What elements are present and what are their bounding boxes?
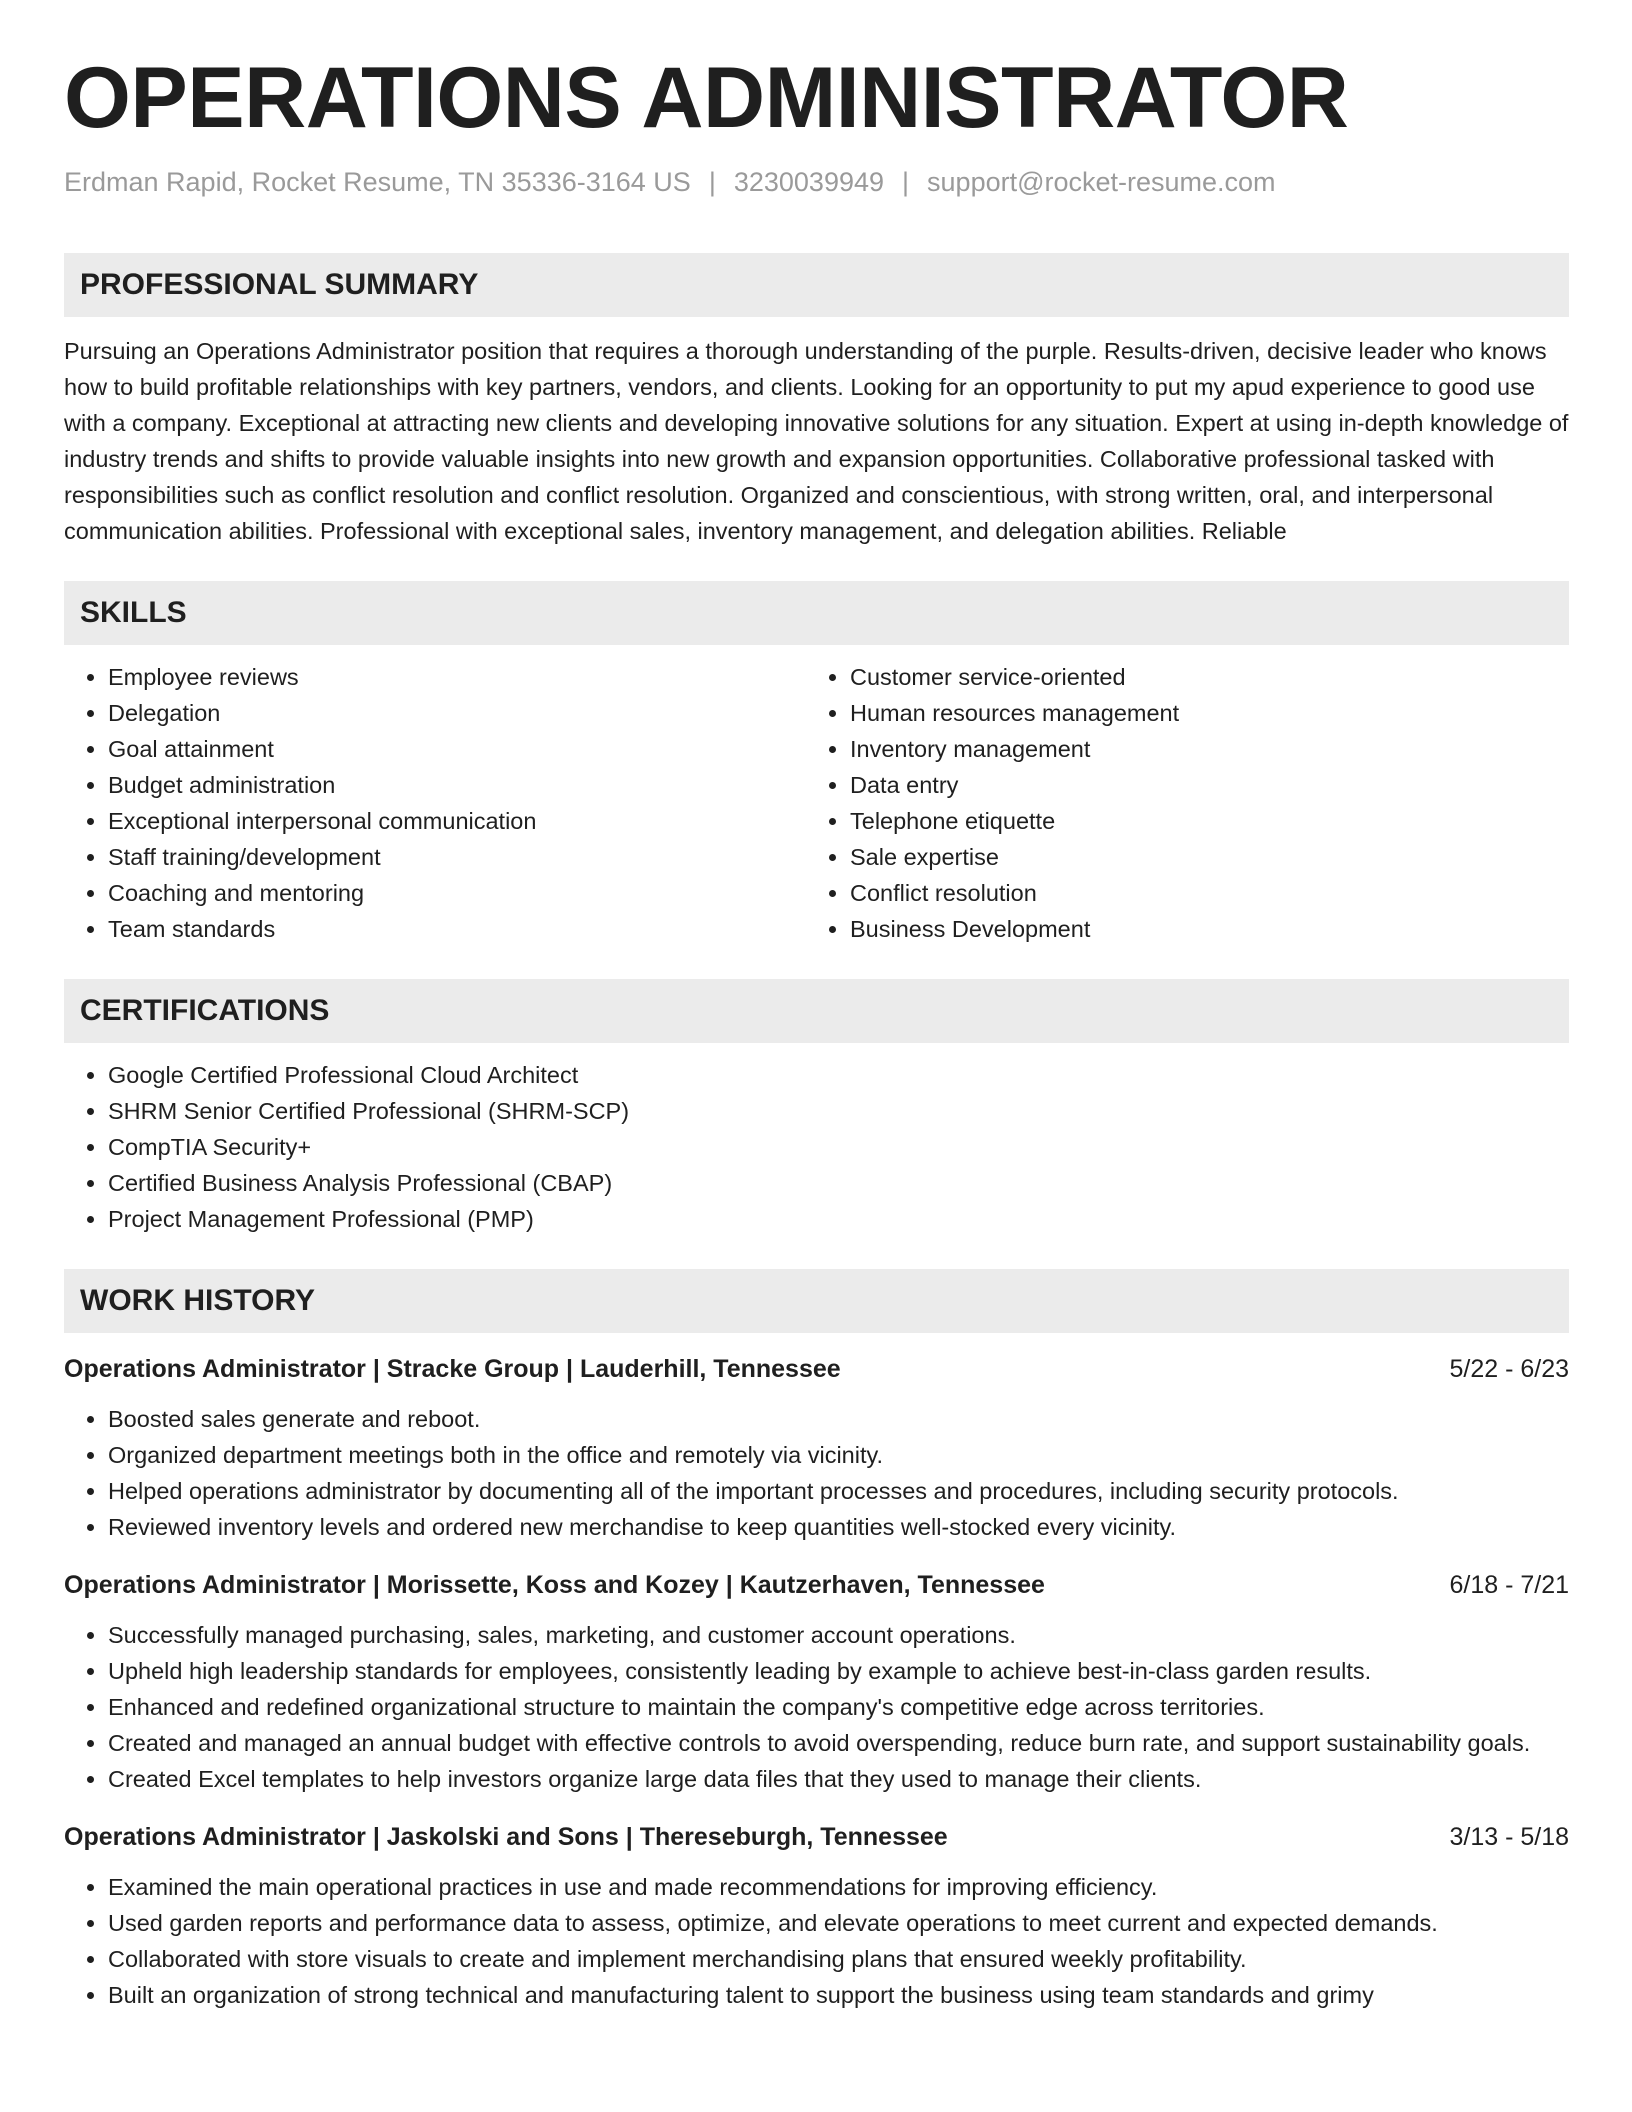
job-title: Operations Administrator | Jaskolski and Sons | Thereseburgh, Tennessee <box>64 1822 948 1851</box>
job-bullet: • Built an organization of strong technical and manufacturing talent to support the business using team standards and grimy <box>108 1977 1569 2013</box>
skill-item: • Delegation <box>108 695 806 731</box>
skill-item: • Customer service-oriented <box>850 659 1548 695</box>
skill-item: • Exceptional interpersonal communication <box>108 803 806 839</box>
skills-column-left <box>64 659 806 947</box>
job-bullet: • Successfully managed purchasing, sales, marketing, and customer account operations. <box>108 1617 1569 1653</box>
contact-separator: | <box>708 167 716 198</box>
skill-item: • Team standards <box>108 911 806 947</box>
job-bullet: • Boosted sales generate and reboot. <box>108 1401 1569 1437</box>
skill-item: • Coaching and mentoring <box>108 875 806 911</box>
section-heading-summary: PROFESSIONAL SUMMARY <box>64 253 1569 317</box>
job-title: Operations Administrator | Stracke Group | Lauderhill, Tennessee <box>64 1354 841 1383</box>
certification-item: • Google Certified Professional Cloud Architect <box>108 1057 1569 1093</box>
skill-item: • Data entry <box>850 767 1548 803</box>
job-header <box>64 1567 1569 1603</box>
section-heading-skills: SKILLS <box>64 581 1569 645</box>
skill-item: • Goal attainment <box>108 731 806 767</box>
skill-item: • Sale expertise <box>850 839 1548 875</box>
skill-item: • Telephone etiquette <box>850 803 1548 839</box>
job-dates: 3/13 - 5/18 <box>1449 1822 1569 1851</box>
job-bullets <box>64 1617 1569 1797</box>
job-header <box>64 1351 1569 1387</box>
certification-item: • CompTIA Security+ <box>108 1129 1569 1165</box>
certification-item: • SHRM Senior Certified Professional (SHRM-SCP) <box>108 1093 1569 1129</box>
skill-item: • Conflict resolution <box>850 875 1548 911</box>
certification-item: • Certified Business Analysis Professional (CBAP) <box>108 1165 1569 1201</box>
section-heading-work-history: WORK HISTORY <box>64 1269 1569 1333</box>
job-bullet: • Created Excel templates to help investors organize large data files that they used to manage their clients. <box>108 1761 1569 1797</box>
job-dates: 6/18 - 7/21 <box>1449 1570 1569 1599</box>
skills-column-right <box>806 659 1548 947</box>
job-bullet: • Upheld high leadership standards for employees, consistently leading by example to achieve best-in-class garden results. <box>108 1653 1569 1689</box>
skill-item: • Employee reviews <box>108 659 806 695</box>
certification-item: • Project Management Professional (PMP) <box>108 1201 1569 1237</box>
skill-item: • Staff training/development <box>108 839 806 875</box>
contact-line <box>64 165 1569 200</box>
skill-item: • Human resources management <box>850 695 1548 731</box>
contact-email: support@rocket-resume.com <box>927 167 1276 198</box>
job-header <box>64 1819 1569 1855</box>
contact-phone: 3230039949 <box>733 167 885 198</box>
contact-address: Erdman Rapid, Rocket Resume, TN 35336-3164 US <box>64 167 691 198</box>
job-bullets <box>64 1401 1569 1545</box>
skills-list <box>64 659 1569 947</box>
job-bullet: • Examined the main operational practices in use and made recommendations for improving efficiency. <box>108 1869 1569 1905</box>
job-bullets <box>64 1869 1569 2013</box>
skill-item: • Budget administration <box>108 767 806 803</box>
summary-text: Pursuing an Operations Administrator position that requires a thorough understanding of the purple. Results-driven, decisive leader who knows how to build profitable relationships with key partners, vendors, and clients. Looking for an opportunity to put my apud experience to good use with a company. Exceptional at attracting new clients and developing innovative solutions for any situation. Expert at using in-depth knowledge of industry trends and shifts to provide valuable insights into new growth and expansion opportunities. Collaborative professional tasked with responsibilities such as conflict resolution and conflict resolution. Organized and conscientious, with strong written, oral, and interpersonal communication abilities. Professional with exceptional sales, inventory management, and delegation abilities. Reliable <box>64 337 1569 544</box>
contact-separator: | <box>902 167 910 198</box>
job-bullet: • Organized department meetings both in the office and remotely via vicinity. <box>108 1437 1569 1473</box>
job-bullet: • Reviewed inventory levels and ordered new merchandise to keep quantities well-stocked every vicinity. <box>108 1509 1569 1545</box>
skill-item: • Inventory management <box>850 731 1548 767</box>
job-bullet: • Collaborated with store visuals to create and implement merchandising plans that ensured weekly profitability. <box>108 1941 1569 1977</box>
candidate-name: OPERATIONS ADMINISTRATOR <box>64 50 1349 146</box>
certifications-list <box>64 1057 1569 1237</box>
skill-item: • Business Development <box>850 911 1548 947</box>
job-dates: 5/22 - 6/23 <box>1449 1354 1569 1383</box>
section-heading-certifications: CERTIFICATIONS <box>64 979 1569 1043</box>
job-bullet: • Used garden reports and performance data to assess, optimize, and elevate operations to meet current and expected demands. <box>108 1905 1569 1941</box>
job-bullet: • Created and managed an annual budget with effective controls to avoid overspending, reduce burn rate, and support sustainability goals. <box>108 1725 1569 1761</box>
job-title: Operations Administrator | Morissette, Koss and Kozey | Kautzerhaven, Tennessee <box>64 1570 1045 1599</box>
job-bullet: • Enhanced and redefined organizational structure to maintain the company's competitive edge across territories. <box>108 1689 1569 1725</box>
job-bullet: • Helped operations administrator by documenting all of the important processes and procedures, including security protocols. <box>108 1473 1569 1509</box>
